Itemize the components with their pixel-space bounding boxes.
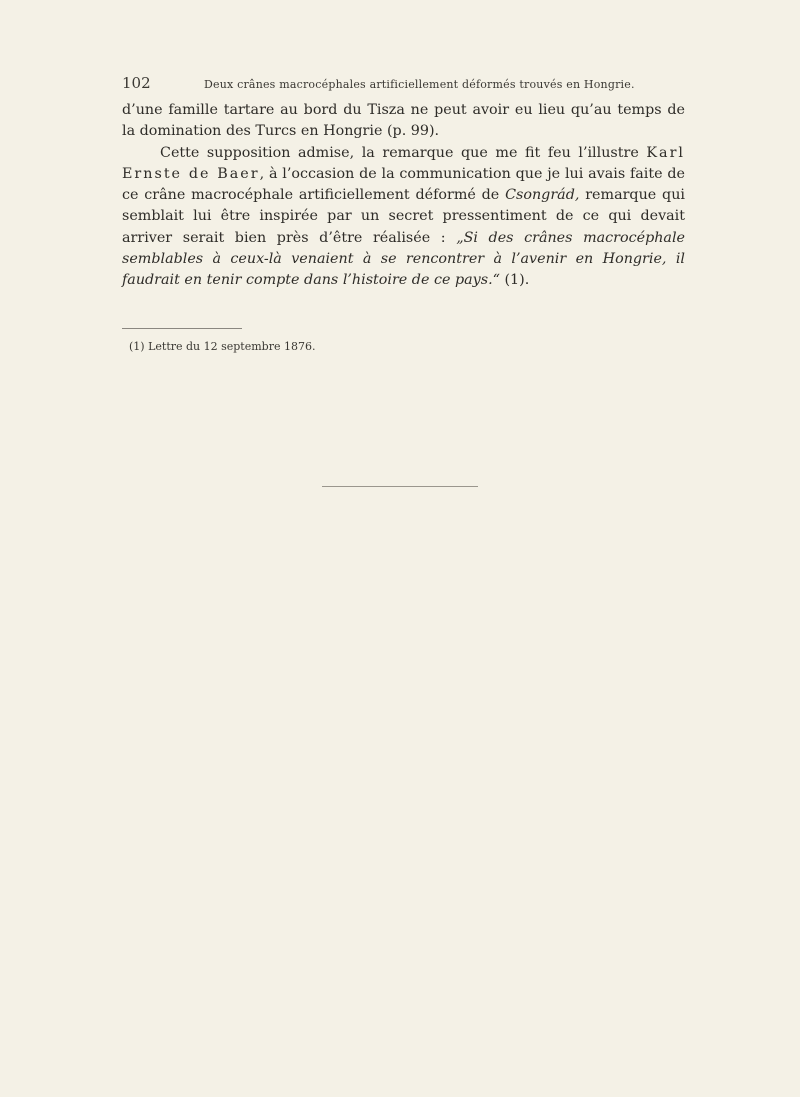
paragraph-supposition: [122, 143, 685, 292]
paragraph-text-1: Cette supposition admise, la remarque que me fit feu l’illustre: [160, 144, 647, 161]
running-header: [122, 74, 682, 98]
footnote-rule: [122, 328, 242, 329]
paragraph-text-2: , à l’occasion de la communication que je lui avais faite de ce crâne macrocéphale artificiellement déformé de: [122, 165, 685, 204]
page-number: 102: [122, 74, 151, 92]
place-name: Csongrád,: [505, 187, 580, 204]
running-title: Deux crânes macrocéphales artificiellement déformés trouvés en Hongrie.: [204, 78, 635, 91]
footnote: (1) Lettre du 12 septembre 1876.: [129, 340, 316, 353]
quotation: „Si des crânes macrocéphale semblables à ceux-là venaient à se rencontrer à l’avenir en Hongrie, il faudrait en tenir compte dans l’histoire de ce pays.“: [122, 229, 685, 289]
section-end-rule: [322, 486, 478, 487]
footnote-reference: (1).: [499, 272, 530, 289]
body-text: [122, 100, 685, 292]
paragraph-text-3: remarque qui semblait lui être inspirée par un secret pressentiment de ce qui devait arriver serait bien près d’être réalisée :: [122, 187, 685, 246]
paragraph-continuation: d’une famille tartare au bord du Tisza ne peut avoir eu lieu qu’au temps de la domination des Turcs en Hongrie (p. 99).: [122, 102, 685, 140]
person-name: Karl Ernste de Baer: [122, 144, 685, 182]
